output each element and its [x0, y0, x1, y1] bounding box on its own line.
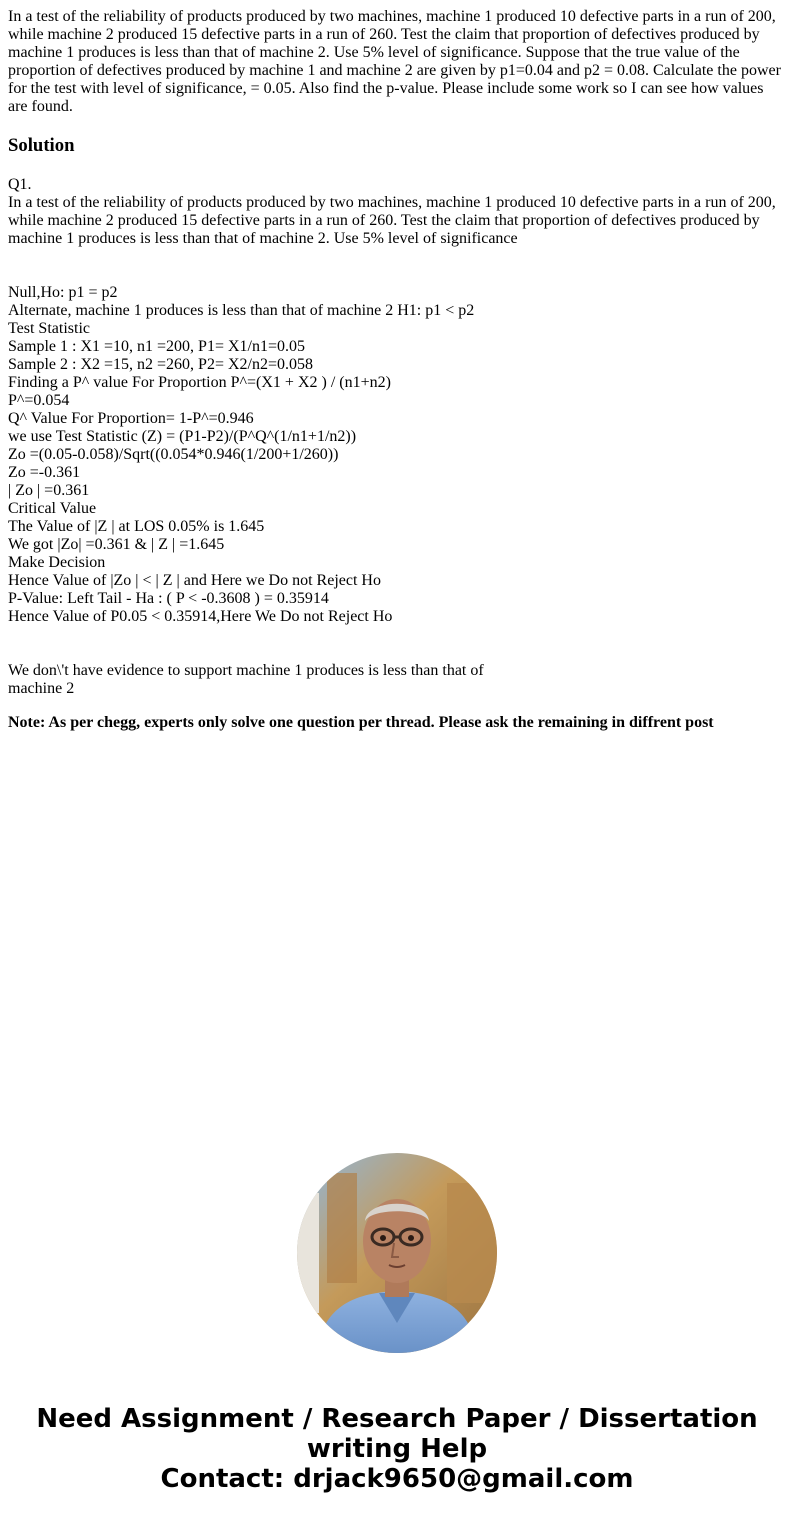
work-line-test-statistic-heading: Test Statistic: [8, 320, 90, 337]
q-label: Q1.: [8, 176, 32, 193]
footer-promo: [0, 1404, 794, 1494]
work-line-decision-heading: Make Decision: [8, 554, 106, 571]
footer-line-2: writing Help: [306, 1434, 488, 1464]
question-restated: In a test of the reliability of products produced by two machines, machine 1 produced 10 defective parts in a run of 200, while machine 2 produced 15 defective parts in a run of 260. Test the claim that proportion of defectives produced by machine 1 produces is less than that of machine 2. Use 5% level of significance: [8, 194, 776, 247]
footer-line-1: Need Assignment / Research Paper / Dissertation: [36, 1404, 758, 1434]
spacer: [8, 626, 786, 644]
work-line-critical-heading: Critical Value: [8, 500, 97, 517]
work-line-null: Null,Ho: p1 = p2: [8, 284, 118, 301]
question-text: In a test of the reliability of products produced by two machines, machine 1 produced 10 defective parts in a run of 200, while machine 2 produced 15 defective parts in a run of 260. Test the claim that proportion of defectives produced by machine 1 produces is less than that of machine 2. Use 5% level of significance. Suppose that the true value of the proportion of defectives produced by machine 1 and machine 2 are given by p1=0.04 and p2 = 0.08. Calculate the power for the test with level of significance, = 0.05. Also find the p-value. Please include some work so I can see how values are found.: [8, 8, 781, 115]
author-avatar-icon: [297, 1153, 497, 1353]
work-line-z-value: Zo =-0.361: [8, 464, 81, 481]
work-line-sample-2: Sample 2 : X2 =15, n2 =260, P2= X2/n2=0.058: [8, 356, 313, 373]
work-line-q-value: Q^ Value For Proportion= 1-P^=0.946: [8, 410, 254, 427]
note-text: Note: As per chegg, experts only solve one question per thread. Please ask the remaining in diffrent post: [8, 714, 714, 731]
work-line-z-formula: we use Test Statistic (Z) = (P1-P2)/(P^Q^(1/n1+1/n2)): [8, 428, 357, 445]
work-line-pooled-formula: Finding a P^ value For Proportion P^=(X1 + X2 ) / (n1+n2): [8, 374, 391, 391]
work-line-z-substitution: Zo =(0.05-0.058)/Sqrt((0.054*0.946(1/200+1/260)): [8, 446, 339, 463]
work-line-pooled-value: P^=0.054: [8, 392, 70, 409]
spacer: [8, 266, 786, 284]
page-content: [8, 8, 786, 732]
work-line-decision: Hence Value of |Zo | < | Z | and Here we Do not Reject Ho: [8, 572, 381, 589]
work-lines: [8, 284, 786, 626]
work-line-critical-value: The Value of |Z | at LOS 0.05% is 1.645: [8, 518, 265, 535]
work-line-alternate: Alternate, machine 1 produces is less than that of machine 2 H1: p1 < p2: [8, 302, 475, 319]
work-line-comparison: We got |Zo| =0.361 & | Z | =1.645: [8, 536, 225, 553]
spacer: [8, 248, 786, 266]
spacer: [8, 644, 786, 662]
work-line-p-value: P-Value: Left Tail - Ha : ( P < -0.3608 ) = 0.35914: [8, 590, 329, 607]
work-line-p-decision: Hence Value of P0.05 < 0.35914,Here We Do not Reject Ho: [8, 608, 393, 625]
work-line-abs-z: | Zo | =0.361: [8, 482, 90, 499]
solution-heading: Solution: [8, 135, 75, 156]
conclusion-line-2: machine 2: [8, 680, 75, 697]
footer-contact: Contact: drjack9650@gmail.com: [160, 1464, 634, 1494]
conclusion-line-1: We don\'t have evidence to support machine 1 produces is less than that of: [8, 662, 484, 679]
work-line-sample-1: Sample 1 : X1 =10, n1 =200, P1= X1/n1=0.05: [8, 338, 305, 355]
